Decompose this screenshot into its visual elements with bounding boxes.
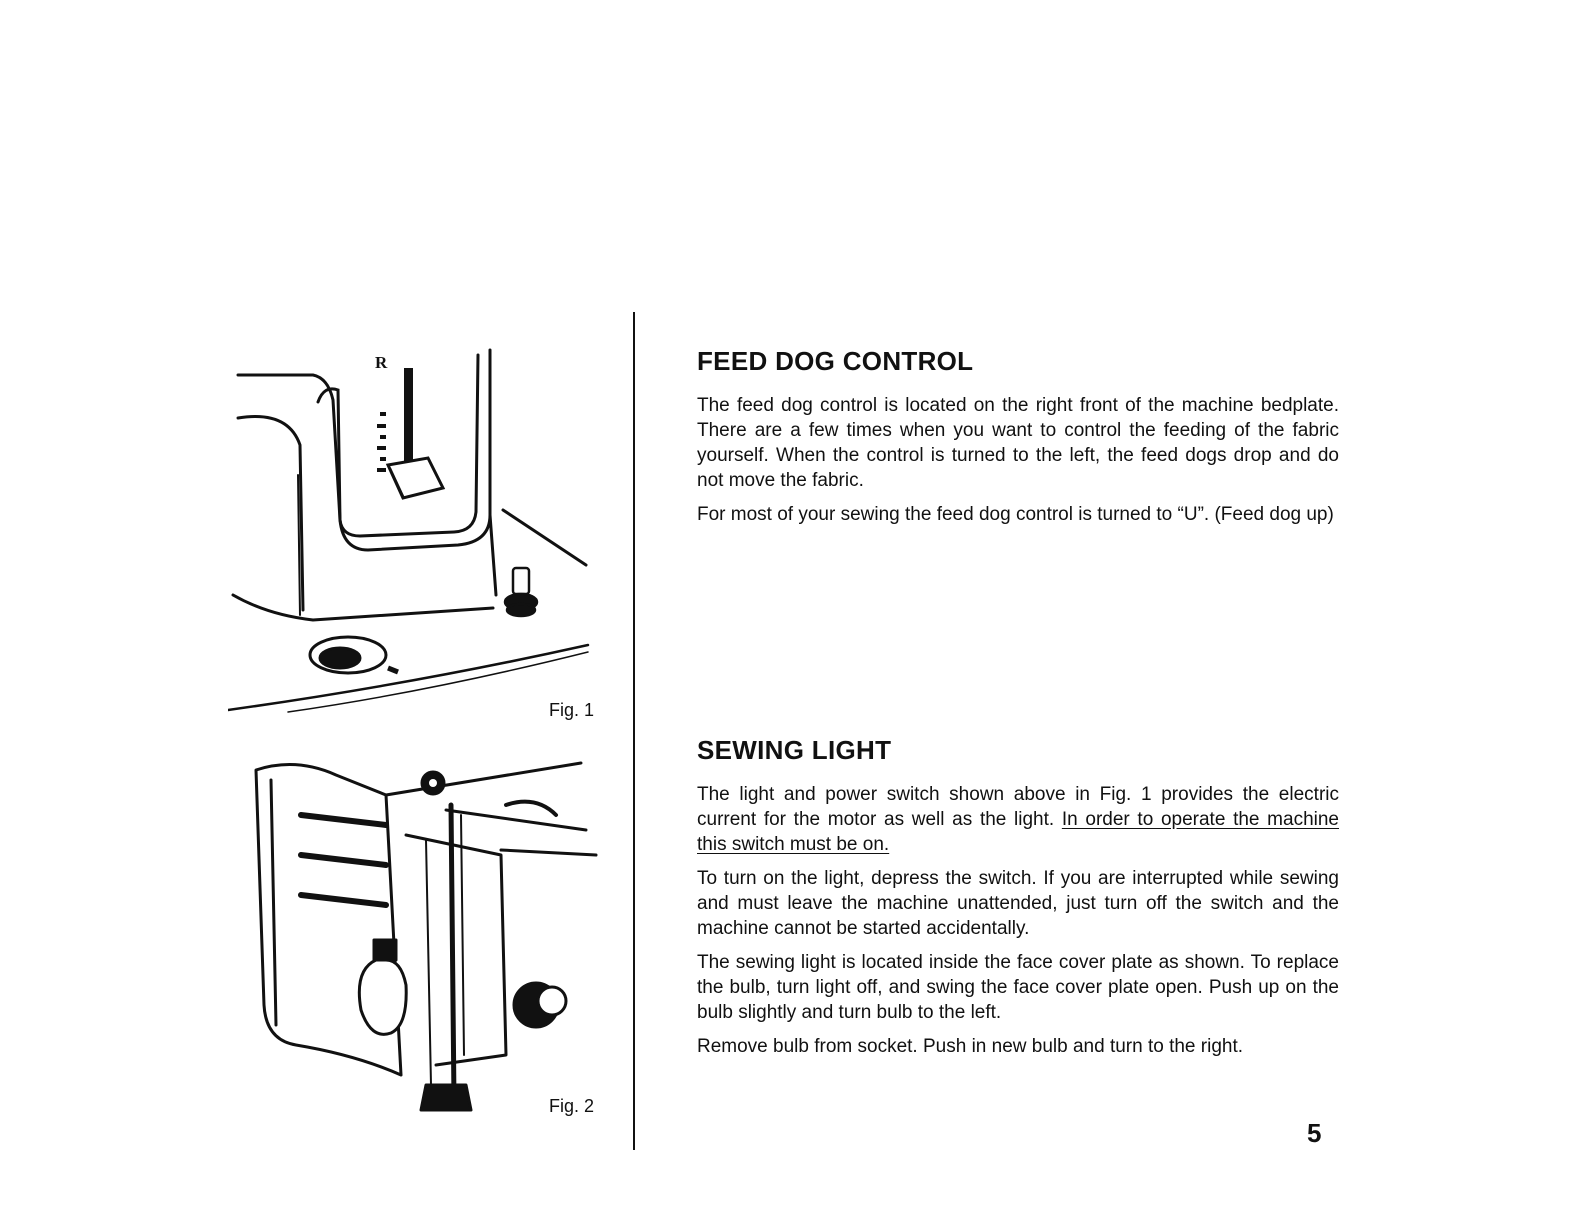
feed-dog-control-section: [697, 346, 1339, 536]
sewing-light-paragraph-1-text: The light and power switch shown above in Fig. 1 provides the electric current for the motor as well as the light.: [697, 784, 1339, 830]
figure-2-illustration: [236, 755, 608, 1125]
figure-1-illustration: [228, 340, 608, 730]
page-number: 5: [1307, 1118, 1322, 1148]
feed-dog-control-heading: FEED DOG CONTROL: [697, 346, 974, 376]
column-divider: [633, 312, 635, 1150]
feed-dog-control-drawing: [228, 340, 608, 730]
figure-1-caption: Fig. 1: [549, 700, 595, 720]
sewing-light-paragraph-3: The sewing light is located inside the face cover plate as shown. To replace the bulb, turn light off, and swing the face cover plate open. Push up on the bulb slightly and turn bulb to the left.: [697, 952, 1339, 1023]
sewing-light-paragraph-2: To turn on the light, depress the switch. If you are interrupted while sewing and must leave the machine unattended, just turn off the switch and the machine cannot be started accidentally.: [697, 868, 1339, 939]
sewing-light-drawing: [236, 755, 608, 1125]
slider-mark-r: R: [375, 353, 388, 372]
sewing-light-heading: SEWING LIGHT: [697, 735, 892, 765]
sewing-light-underlined-instruction: In order to operate the machine this switch must be on.: [697, 809, 1339, 855]
sewing-light-paragraph-1: [697, 782, 1339, 857]
sewing-light-section: [697, 735, 1339, 1068]
sewing-light-paragraph-4: Remove bulb from socket. Push in new bulb and turn to the right.: [697, 1036, 1244, 1057]
feed-dog-paragraph-2: For most of your sewing the feed dog control is turned to “U”. (Feed dog up): [697, 504, 1334, 525]
feed-dog-paragraph-1: The feed dog control is located on the right front of the machine bedplate. There are a few times when you want to control the feeding of the fabric yourself. When the control is turned to the left, the feed dogs drop and do not move the fabric.: [697, 395, 1339, 491]
figure-2-caption: Fig. 2: [549, 1096, 595, 1116]
